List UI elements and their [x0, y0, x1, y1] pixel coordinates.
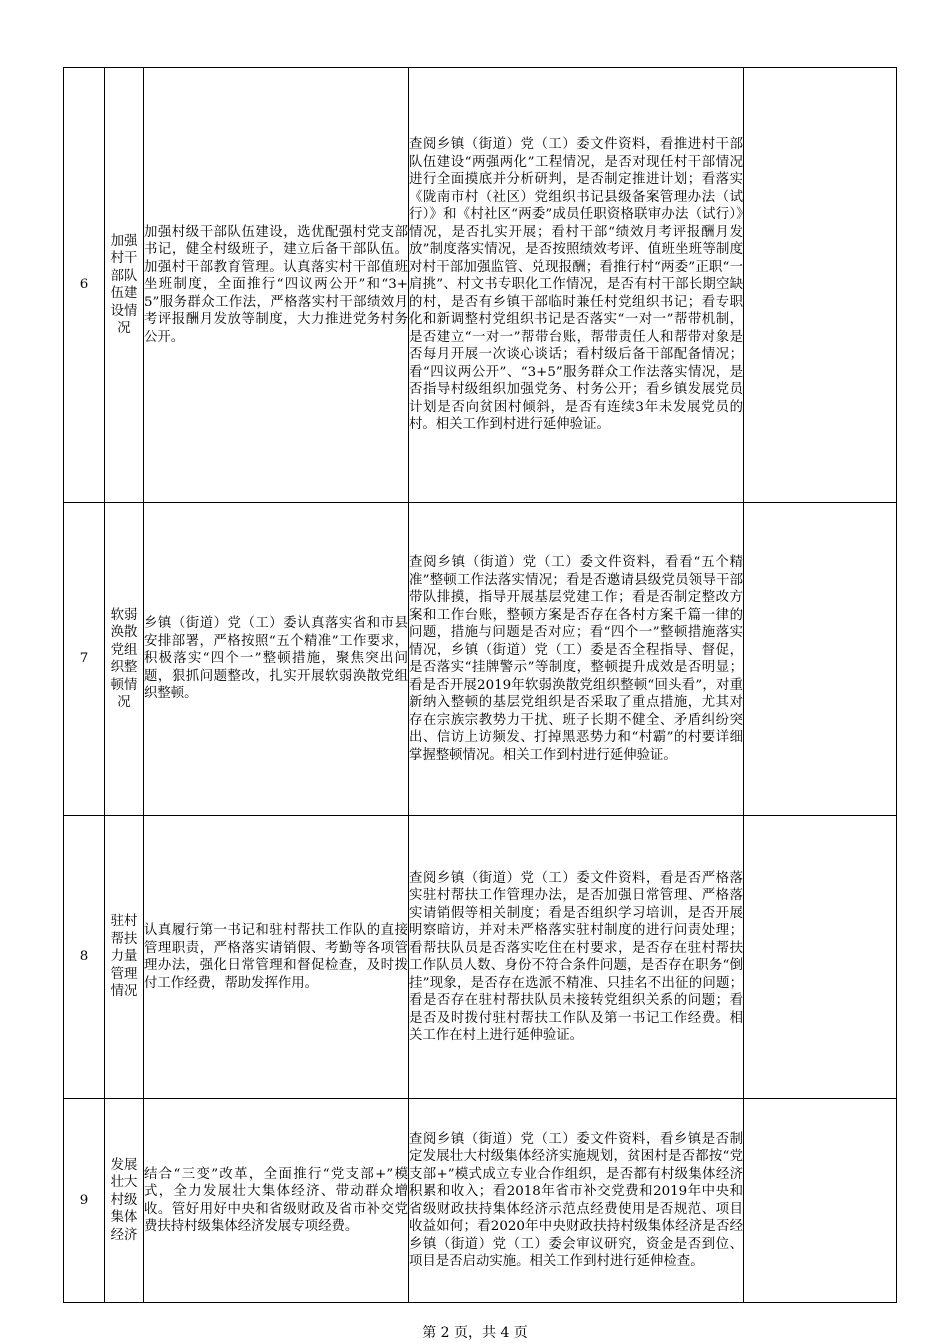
remark-cell — [744, 503, 897, 816]
row-number: 8 — [64, 816, 105, 1099]
check-method: 查阅乡镇（街道）党（工）委文件资料，看看“五个精准”整顿工作法落实情况；看是否邀请县级党员领导干部带队排摸，指导开展基层党建工作；看是否制定整改方案和工作台账，整顿方案是否存在各村方案千篇一律的问题，措施与问题是否对应；看“四个一”整顿措施落实情况，乡镇（街道）党（工）委是否全程指导、督促，是否落实“挂牌警示”等制度，整顿提升成效是否明显；看是否开展2019年软弱涣散党组织整顿“回头看”，对重新纳入整顿的基层党组织是否采取了重点措施，尤其对存在宗族宗教势力干扰、班子长期不健全、矛盾纠纷突出、信访上访频发、打掉黑恶势力和“村霸”的村要详细掌握整顿情况。相关工作到村进行延伸验证。 — [409, 503, 744, 816]
check-method: 查阅乡镇（街道）党（工）委文件资料，看推进村干部队伍建设“两强两化”工程情况，是否对现任村干部情况进行全面摸底并分析研判，是否制定推进计划；看落实《陇南市村（社区）党组织书记县级备案管理办法（试行）》和《村社区“两委”成员任职资格联审办法（试行）》情况，是否扎实开展；看村干部“绩效月考评报酬月发放”制度落实情况，是否按照绩效考评、值班坐班等制度对村干部加强监管、兑现报酬；看推行村“两委”正职“一肩挑”、村文书专职化工作情况，是否有村干部长期空缺的村，是否有乡镇干部临时兼任村党组织书记；看专职化和新调整村党组织书记是否落实“一对一”帮带机制，是否建立“一对一”帮带台账，帮带责任人和帮带对象是否每月开展一次谈心谈话；看村级后备干部配备情况；看“四议两公开”、“3+5”服务群众工作法落实情况，是否指导村级组织加强党务、村务公开；看乡镇发展党员计划是否向贫困村倾斜，是否有连续3年未发展党员的村。相关工作到村进行延伸验证。 — [409, 68, 744, 503]
table-row — [64, 68, 897, 503]
item-requirement: 加强村级干部队伍建设，选优配强村党支部书记，健全村级班子，建立后备干部队伍。加强村干部教育管理。认真落实村干部值班坐班制度，全面推行“四议两公开”和“3+5”服务群众工作法，严格落实村干部绩效月考评报酬月发放等制度，大力推进党务村务公开。 — [144, 68, 409, 503]
remark-cell — [744, 1099, 897, 1303]
table-row — [64, 503, 897, 816]
row-number: 7 — [64, 503, 105, 816]
item-title: 加强村干部队伍建设情况 — [105, 68, 144, 503]
item-title: 驻村帮扶力量管理情况 — [105, 816, 144, 1099]
remark-cell — [744, 68, 897, 503]
check-method: 查阅乡镇（街道）党（工）委文件资料，看乡镇是否制定发展壮大村级集体经济实施规划，贫困村是否都按“党支部+”模式成立专业合作组织，是否都有村级集体经济积累和收入；看2018年省市补交党费和2019年中央和省级财政扶持集体经济示范点经费使用是否规范、项目收益如何；看2020年中央财政扶持村级集体经济是否经乡镇（街道）党（工）委会审议研究，资金是否到位、项目是否启动实施。相关工作到村进行延伸检查。 — [409, 1099, 744, 1303]
page-number: 第 2 页，共 4 页 — [422, 1325, 528, 1341]
item-requirement: 认真履行第一书记和驻村帮扶工作队的直接管理职责，严格落实请销假、考勤等各项管理办法，强化日常管理和督促检查，及时拨付工作经费，帮助发挥作用。 — [144, 816, 409, 1099]
item-requirement: 结合“三变”改革，全面推行“党支部+”模式，全力发展壮大集体经济、带动群众增收。管好用好中央和省级财政及省市补交党费扶持村级集体经济发展专项经费。 — [144, 1099, 409, 1303]
inspection-table — [63, 67, 897, 1303]
item-title: 软弱涣散党组织整顿情况 — [105, 503, 144, 816]
table-row — [64, 1099, 897, 1303]
row-number: 9 — [64, 1099, 105, 1303]
check-method: 查阅乡镇（街道）党（工）委文件资料，看是否严格落实驻村帮扶工作管理办法，是否加强日常管理、严格落实请销假等相关制度；看是否组织学习培训，是否开展明察暗访，并对未严格落实驻村制度的进行问责处理；看帮扶队员是否落实吃住在村要求，是否存在驻村帮扶工作队员人数、身份不符合条件问题，是否存在职务“倒挂”现象，是否存在选派不精准、只挂名不出征的问题；看是否存在驻村帮扶队员未接转党组织关系的问题；看是否及时拨付驻村帮扶工作队及第一书记工作经费。相关工作在村上进行延伸验证。 — [409, 816, 744, 1099]
item-title: 发展壮大村级集体经济 — [105, 1099, 144, 1303]
remark-cell — [744, 816, 897, 1099]
row-number: 6 — [64, 68, 105, 503]
table-row — [64, 816, 897, 1099]
item-requirement: 乡镇（街道）党（工）委认真落实省和市县安排部署，严格按照“五个精准”工作要求，积极落实“四个一”整顿措施，聚焦突出问题，狠抓问题整改，扎实开展软弱涣散党组织整顿。 — [144, 503, 409, 816]
